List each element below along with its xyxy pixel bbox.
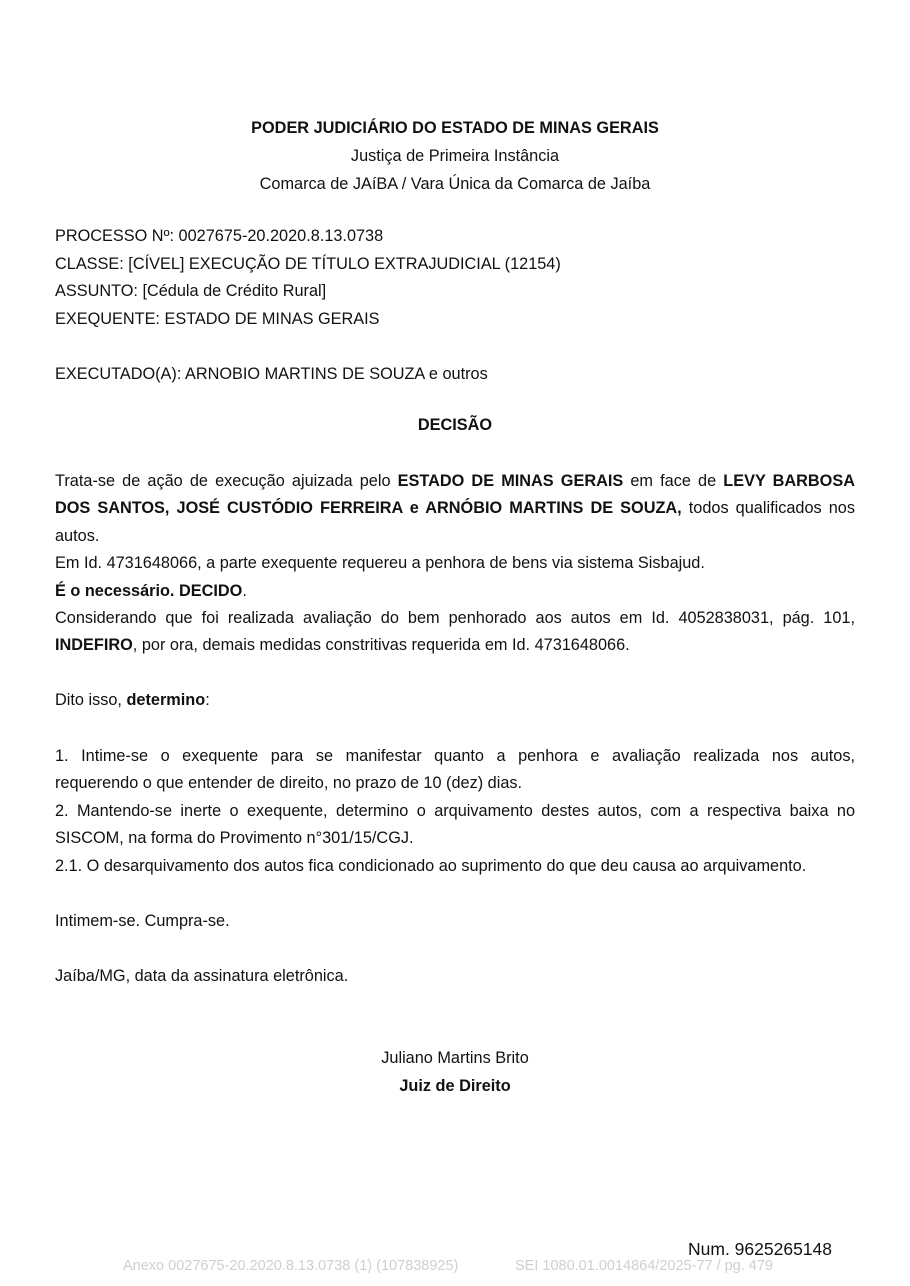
classe-line: CLASSE: [CÍVEL] EXECUÇÃO DE TÍTULO EXTRAJUDICIAL (12154) (55, 255, 561, 273)
signature-role: Juiz de Direito (399, 1077, 511, 1095)
party-executados: DOS SANTOS, JOSÉ CUSTÓDIO FERREIRA e ARNÓBIO MARTINS DE SOUZA, (55, 499, 682, 517)
paragraph-4-line-1: Considerando que foi realizada avaliação do bem penhorado aos autos em Id. 4052838031, pág. 101, (55, 609, 855, 627)
determino-text: determino (126, 691, 206, 709)
text-segment: Dito isso, (55, 691, 127, 709)
item-2-line-2: SISCOM, na forma do Provimento n°301/15/CGJ. (55, 829, 414, 847)
decision-title: DECISÃO (417, 416, 493, 434)
party-executados: LEVY BARBOSA (723, 472, 855, 490)
sei-stamp: SEI 1080.01.0014864/2025-77 / pg. 479 (515, 1258, 773, 1274)
comarca-line: Comarca de JAíBA / Vara Única da Comarca de Jaíba (259, 175, 651, 193)
text-segment: todos qualificados nos (681, 499, 855, 517)
place-date-line: Jaíba/MG, data da assinatura eletrônica. (55, 967, 349, 985)
closing-line: Intimem-se. Cumpra-se. (55, 912, 230, 930)
paragraph-3 (55, 581, 855, 601)
decido-text: É o necessário. DECIDO (55, 582, 243, 600)
paragraph-1-line-3: autos. (55, 527, 100, 545)
anexo-stamp: Anexo 0027675-20.2020.8.13.0738 (1) (107838925) (123, 1258, 459, 1274)
instance-line: Justiça de Primeira Instância (350, 147, 560, 165)
signature-name: Juliano Martins Brito (381, 1049, 529, 1067)
indefiro-text: INDEFIRO (55, 636, 133, 654)
text-segment: . (242, 582, 247, 600)
paragraph-2: Em Id. 4731648066, a parte exequente requereu a penhora de bens via sistema Sisbajud. (55, 554, 705, 572)
item-1-line-2: requerendo o que entender de direito, no prazo de 10 (dez) dias. (55, 774, 523, 792)
paragraph-1-line-1 (55, 471, 855, 491)
document-number: Num. 9625265148 (688, 1239, 832, 1259)
paragraph-4-line-2 (55, 635, 855, 655)
text-segment: em face de (623, 472, 724, 490)
exequente-line: EXEQUENTE: ESTADO DE MINAS GERAIS (55, 310, 380, 328)
paragraph-5 (55, 690, 855, 710)
item-2-line-1: 2. Mantendo-se inerte o exequente, determino o arquivamento destes autos, com a respectiva baixa no (55, 802, 855, 820)
text-segment: : (205, 691, 210, 709)
processo-line: PROCESSO Nº: 0027675-20.2020.8.13.0738 (55, 227, 384, 245)
executado-line: EXECUTADO(A): ARNOBIO MARTINS DE SOUZA e outros (55, 365, 488, 383)
paragraph-1-line-2 (55, 498, 855, 518)
party-exequente: ESTADO DE MINAS GERAIS (397, 472, 624, 490)
assunto-line: ASSUNTO: [Cédula de Crédito Rural] (55, 282, 327, 300)
text-segment: , por ora, demais medidas constritivas requerida em Id. 4731648066. (132, 636, 630, 654)
item-2-1: 2.1. O desarquivamento dos autos fica condicionado ao suprimento do que deu causa ao arquivamento. (55, 857, 807, 875)
text-segment: Trata-se de ação de execução ajuizada pelo (55, 472, 398, 490)
item-1-line-1: 1. Intime-se o exequente para se manifestar quanto a penhora e avaliação realizada nos autos, (55, 747, 855, 765)
court-title: PODER JUDICIÁRIO DO ESTADO DE MINAS GERAIS (251, 119, 659, 137)
